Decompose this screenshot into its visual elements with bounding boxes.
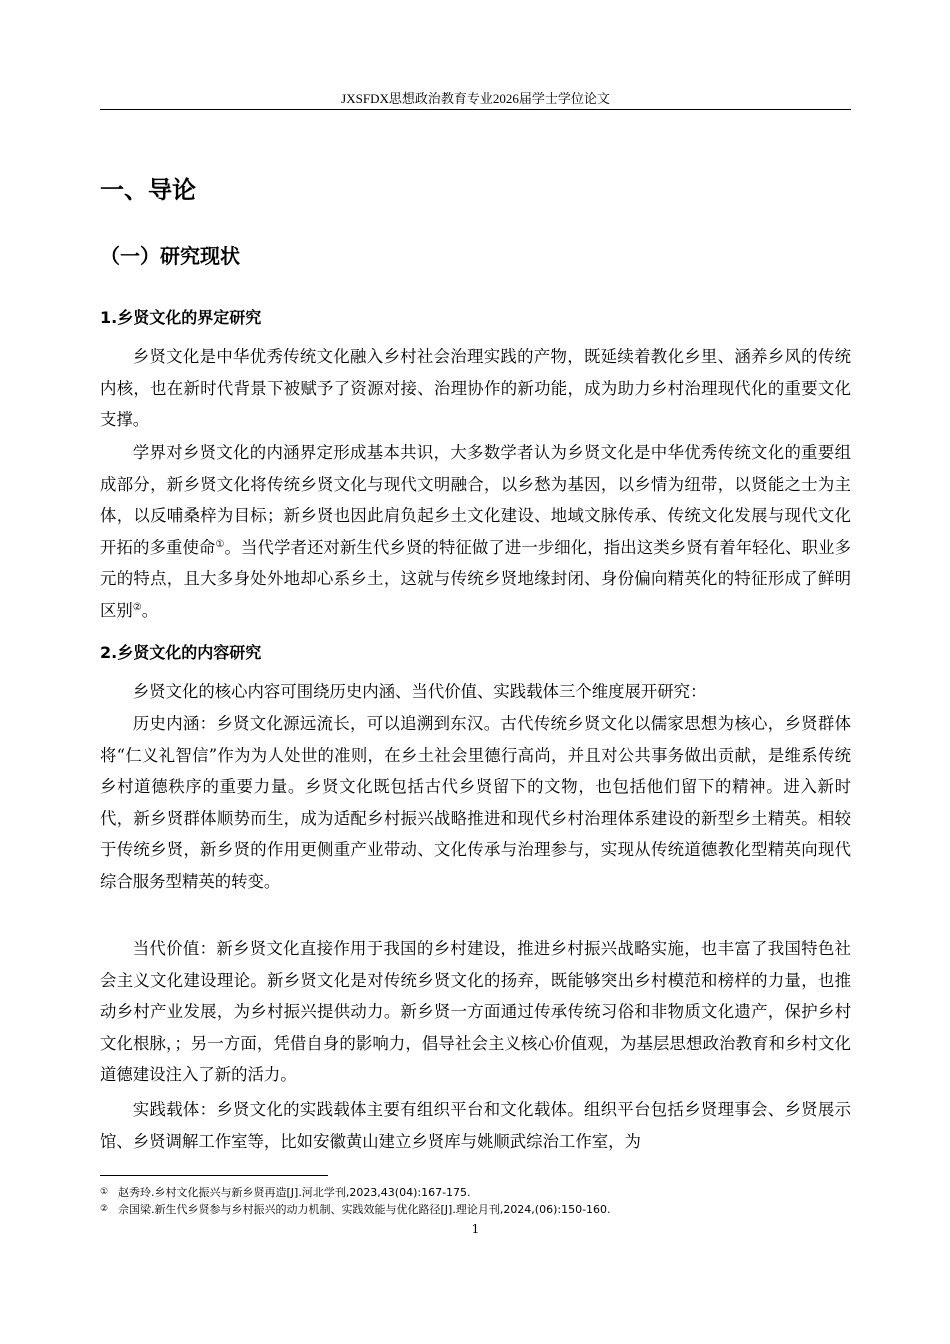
footnote-1-text: 赵秀玲.乡村文化振兴与新乡贤再造[J].河北学刊,2023,43(04):167-175. (118, 1186, 471, 1199)
paragraph-4: 历史内涵：乡贤文化源远流长，可以追溯到东汉。古代传统乡贤文化以儒家思想为核心，乡贤群体将“仁义礼智信”作为为人处世的准则，在乡土社会里德行高尚，并且对公共事务做出贡献，是维系传统乡村道德秩序的重要力量。乡贤文化既包括古代乡贤留下的文物，也包括他们留下的精神。进入新时代，新乡贤群体顺势而生，成为适配乡村振兴战略推进和现代乡村治理体系建设的新型乡土精英。相较于传统乡贤，新乡贤的作用更侧重产业带动、文化传承与治理参与，实现从传统道德教化型精英向现代综合服务型精英的转变。 (100, 714, 851, 891)
paragraph-1: 乡贤文化是中华优秀传统文化融入乡村社会治理实践的产物，既延续着教化乡里、涵养乡风的传统内核，也在新时代背景下被赋予了资源对接、治理协作的新功能，成为助力乡村治理现代化的重要文化支撑。 (100, 347, 851, 429)
chapter-heading: 一、导论 (100, 176, 196, 204)
footnote-ref-2[interactable]: ② (132, 601, 142, 613)
footnote-1 (100, 1184, 851, 1201)
paragraph-2-part-b: 。当代学者还对新生代乡贤的特征做了进一步细化，指出这类乡贤有着年轻化、职业多元的特点，且大多身处外地却心系乡土，这就与传统乡贤地缘封闭、身份偏向精英化的特征形成了鲜明区别 (100, 537, 852, 620)
paragraph-2-part-a: 学界对乡贤文化的内涵界定形成基本共识，大多数学者认为乡贤文化是中华优秀传统文化的重要组成部分，新乡贤文化将传统乡贤文化与现代文明融合，以乡愁为基因，以乡情为纽带，以贤能之士为主体，以反哺桑梓为目标；新乡贤也因此肩负起乡土文化建设、地域文脉传承、传统文化发展与现代文化开拓的多重使命 (100, 443, 851, 557)
footnote-2 (100, 1201, 851, 1218)
paragraph-5: 当代价值：新乡贤文化直接作用于我国的乡村建设，推进乡村振兴战略实施，也丰富了我国特色社会主义文化建设理论。新乡贤文化是对传统乡贤文化的扬弃，既能够突出乡村模范和榜样的力量，也推动乡村产业发展，为乡村振兴提供动力。新乡贤一方面通过传承传统习俗和非物质文化遗产，保护乡村文化根脉，；另一方面，凭借自身的影响力，倡导社会主义核心价值观，为基层思想政治教育和乡村文化道德建设注入了新的活力。 (100, 939, 851, 1084)
paragraph-6: 实践载体：乡贤文化的实践载体主要有组织平台和文化载体。组织平台包括乡贤理事会、乡贤展示馆、乡贤调解工作室等，比如安徽黄山建立乡贤库与姚顺武综治工作室，为 (100, 1100, 851, 1151)
subsection-heading-content: 2.乡贤文化的内容研究 (100, 643, 262, 662)
page-number: 1 (471, 1222, 480, 1236)
section-heading: （一）研究现状 (100, 244, 240, 268)
subsection-heading-definition: 1.乡贤文化的界定研究 (100, 308, 262, 327)
footnote-1-mark: ① (100, 1187, 109, 1197)
footnote-ref-1[interactable]: ① (215, 538, 225, 550)
header-rule (100, 109, 851, 110)
footnote-separator (100, 1175, 328, 1176)
paragraph-2 (100, 437, 851, 626)
footnote-2-text: 佘国梁.新生代乡贤参与乡村振兴的动力机制、实践效能与优化路径[J].理论月刊,2024,(06):150-160. (118, 1203, 611, 1216)
running-header: JXSFDX思想政治教育专业2026届学士学位论文 (341, 91, 610, 106)
footnote-2-mark: ② (100, 1204, 109, 1214)
paragraph-3: 乡贤文化的核心内容可围绕历史内涵、当代价值、实践载体三个维度展开研究： (132, 682, 707, 701)
paragraph-2-part-c: 。 (141, 600, 159, 620)
